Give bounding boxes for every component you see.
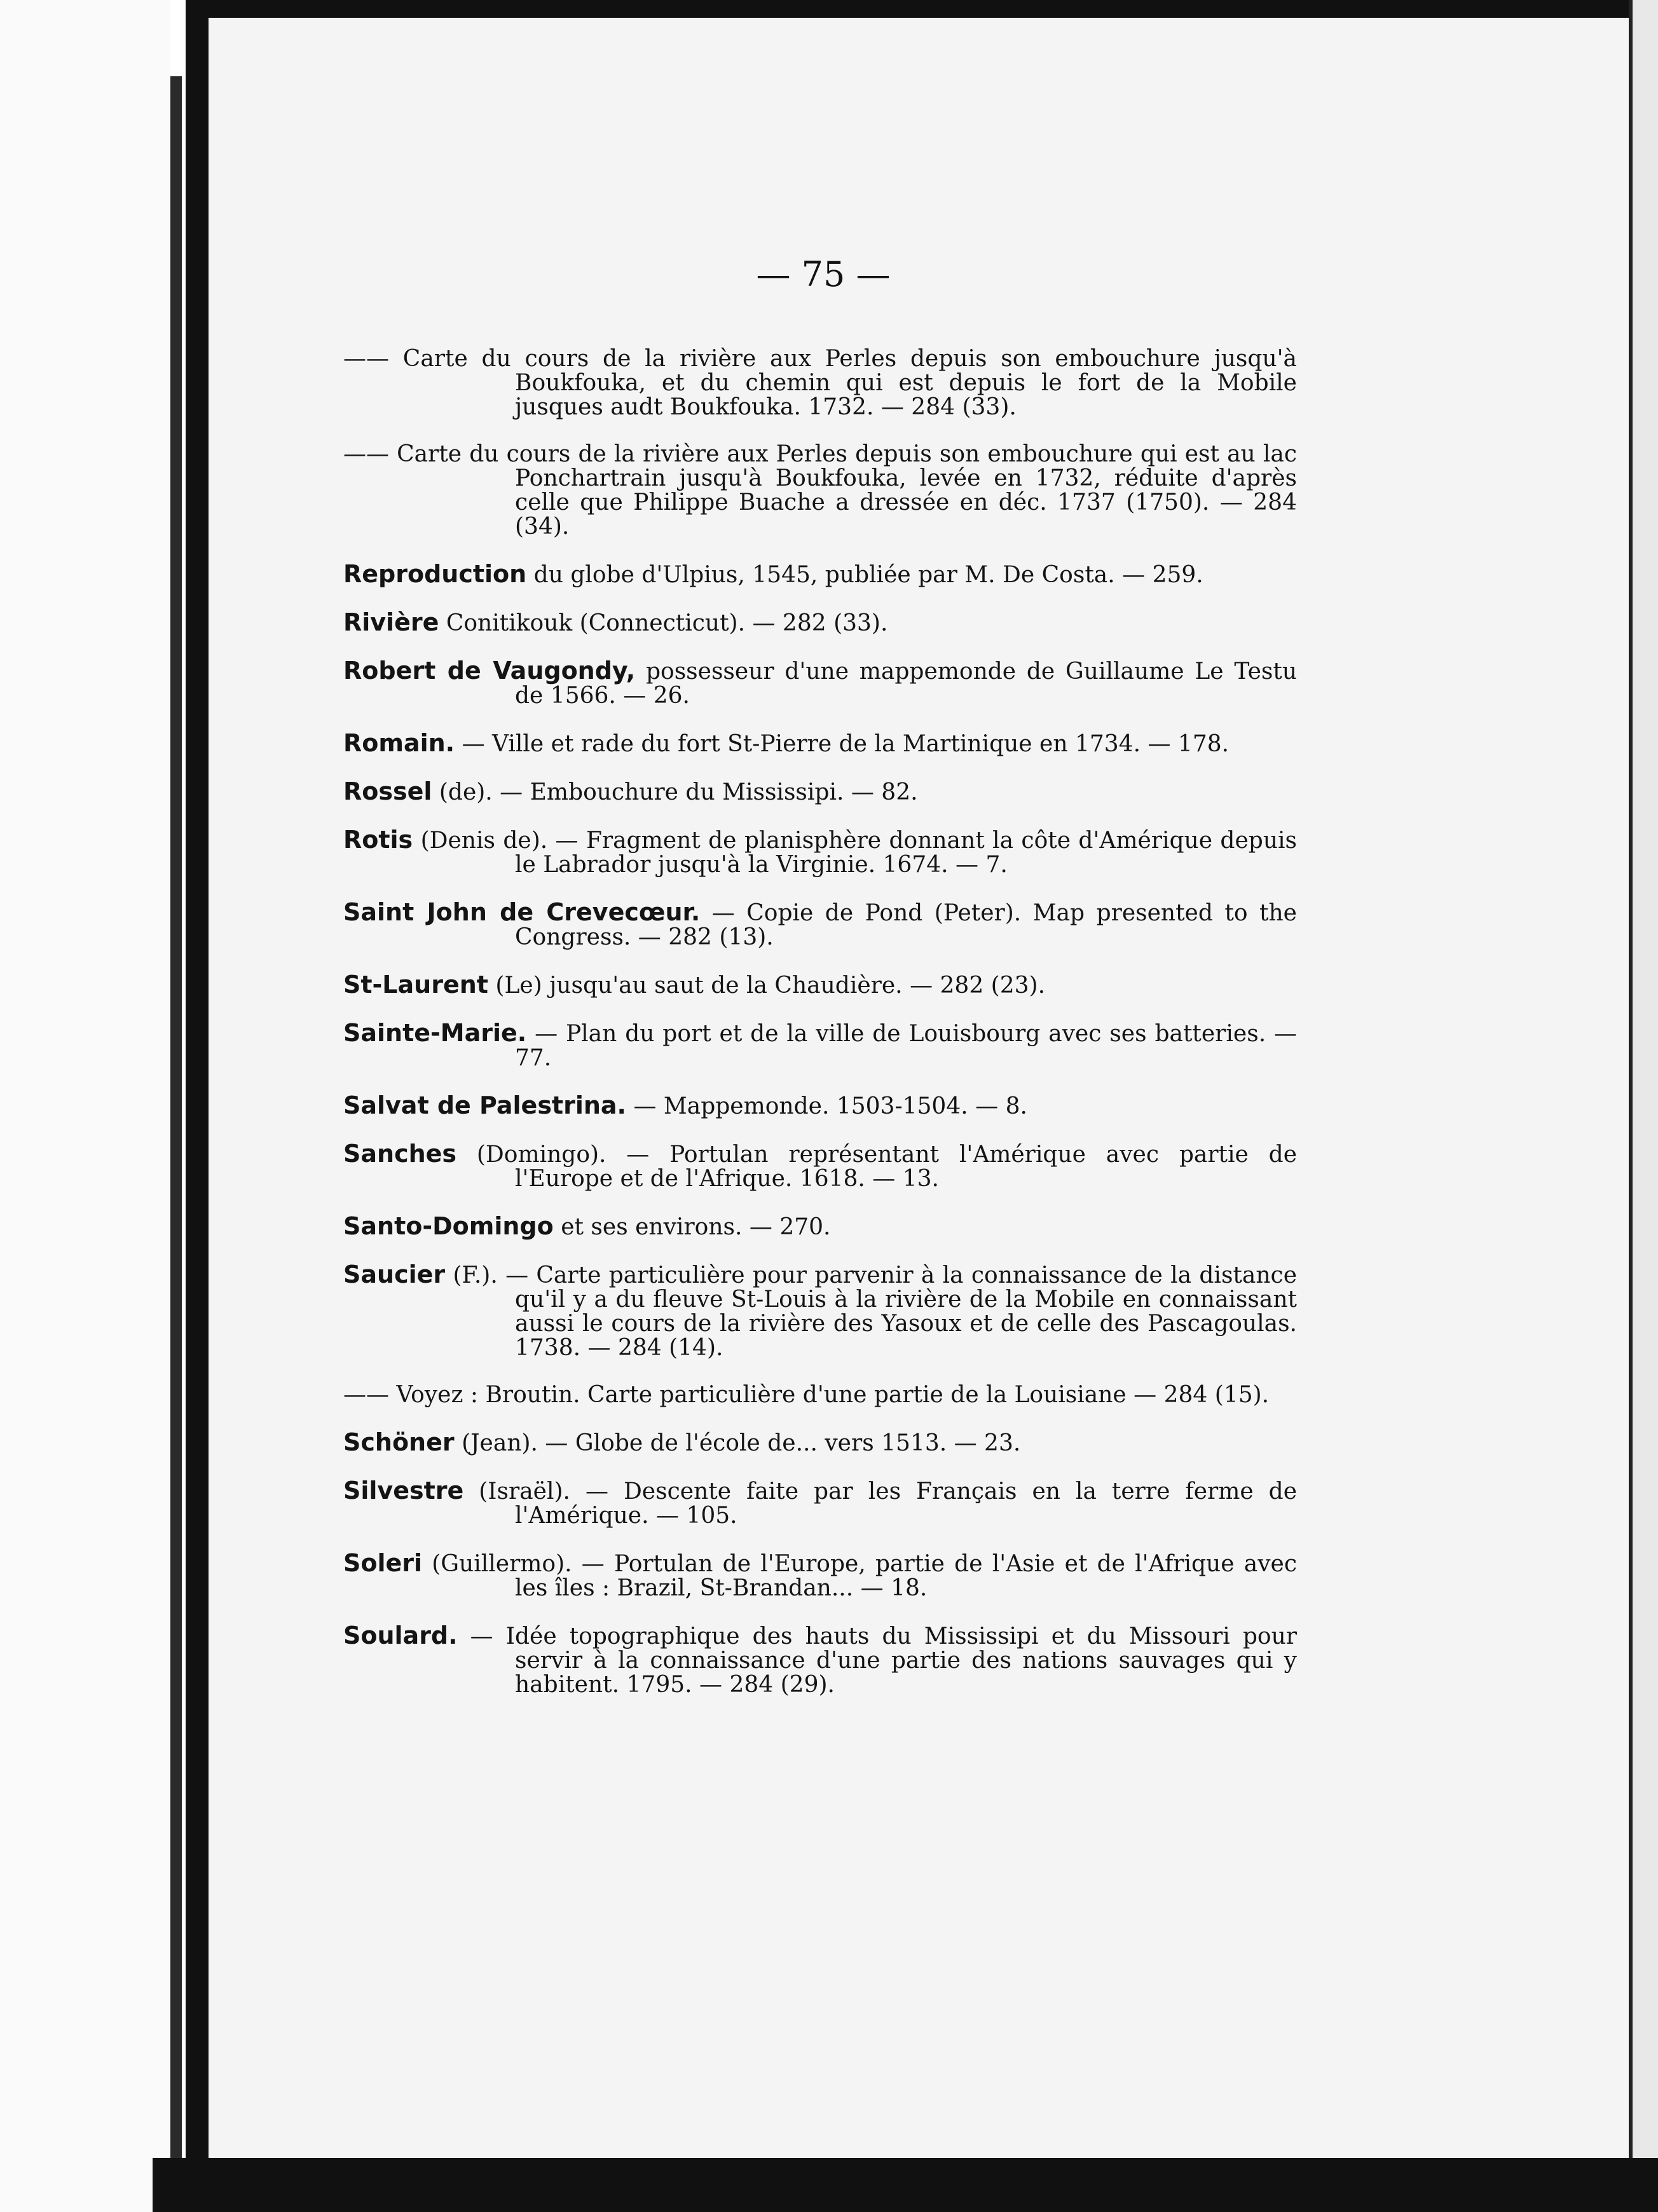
entry-text: — Copie de Pond (Peter). Map presented to the Congress. — 282 (13). [515,900,1297,950]
index-entry [343,1214,1297,1239]
entry-text: et ses environs. — 270. [553,1214,831,1240]
entry-text: — Mappemonde. 1503-1504. — 8. [626,1093,1027,1119]
index-entry [343,900,1297,950]
entry-text: — Plan du port et de la ville de Louisbourg avec ses batteries. — 77. [515,1021,1297,1071]
page-right-edge [1629,0,1658,2212]
entry-text: (F.). — Carte particulière pour parvenir à la connaissance de la distance qu'il y a du fleuve St-Louis à la rivière de la Mobile en connaissant aussi le cours de la rivière des Yasoux et de celle des Pascagoulas. 1738. — 284 (14). [445,1262,1297,1361]
entry-heading: Saucier [343,1260,446,1288]
index-entry [343,1430,1297,1456]
entry-heading: Rossel [343,777,432,805]
index-entry [343,779,1297,805]
entry-text: du globe d'Ulpius, 1545, publiée par M. De Costa. — 259. [526,562,1203,588]
entry-heading: Romain. [343,729,455,757]
entry-heading: Saint John de Crevecœur. [343,898,701,926]
entry-text: (Jean). — Globe de l'école de... vers 1513. — 23. [454,1430,1021,1456]
entry-text: possesseur d'une mappemonde de Guillaume Le Testu de 1566. — 26. [515,659,1298,709]
entry-heading: St-Laurent [343,971,488,999]
binding-shadow [170,76,182,2174]
entry-heading: Soleri [343,1549,423,1577]
entry-heading: Schöner [343,1428,455,1456]
page-number: — 75 — [756,254,891,294]
entry-heading: Rotis [343,826,413,854]
entry-text: du cours de la rivière aux Perles depuis son embouchure jusqu'à Boukfouka, et du chemin qui est depuis le fort de la Mobile jusques audt Boukfouka. 1732. — 284 (33). [467,346,1297,420]
facing-page-margin [0,0,170,2212]
entry-heading: Reproduction [343,560,527,588]
entry-heading: Salvat de Palestrina. [343,1091,626,1119]
entry-heading: Soulard. [343,1621,458,1649]
entry-dash-lead: —— Carte [343,441,462,467]
index-entry [343,659,1297,708]
entry-heading: Sainte-Marie. [343,1019,527,1047]
index-entry [343,1551,1297,1601]
entry-text: (de). — Embouchure du Mississipi. — 82. [432,779,918,805]
index-entry [343,1262,1297,1360]
entry-text: (Domingo). — Portulan représentant l'Amérique avec partie de l'Europe et de l'Afrique. 1618. — 13. [456,1142,1297,1192]
page-left-edge [186,0,209,2212]
index-entry [343,347,1297,420]
index-entry [343,1383,1297,1407]
index-entry [343,442,1297,539]
entry-text: — Ville et rade du fort St-Pierre de la Martinique en 1734. — 178. [455,731,1230,757]
entry-text: (Denis de). — Fragment de planisphère donnant la côte d'Amérique depuis le Labrador jusqu'à la Virginie. 1674. — 7. [413,828,1297,878]
index-entry [343,1093,1297,1119]
index-entry [343,973,1297,998]
entry-text: (Guillermo). — Portulan de l'Europe, partie de l'Asie et de l'Afrique avec les îles : Brazil, St-Brandan... — 18. [422,1551,1297,1601]
entry-heading: Robert de Vaugondy, [343,657,636,685]
entry-text: Conitikouk (Connecticut). — 282 (33). [439,610,888,636]
page-top-edge [191,0,1634,18]
entry-text: (Israël). — Descente faite par les Français en la terre ferme de l'Amérique. — 105. [463,1478,1297,1529]
index-entry [343,1478,1297,1528]
entry-heading: Rivière [343,608,439,636]
index-entry [343,562,1297,587]
page-bottom-edge [153,2158,1658,2212]
index-entry [343,731,1297,756]
index-entry [343,610,1297,636]
entry-text: Broutin. Carte particulière d'une partie de la Louisiane — 284 (15). [478,1382,1270,1408]
index-entry [343,1142,1297,1191]
index-entries [343,324,1297,1714]
index-entry [343,1623,1297,1697]
entry-dash-lead: —— Voyez : [343,1382,478,1408]
entry-dash-lead: —— Carte [343,346,468,372]
entry-text: (Le) jusqu'au saut de la Chaudière. — 282 (23). [488,973,1046,999]
entry-heading: Santo-Domingo [343,1212,554,1240]
index-entry [343,828,1297,877]
index-entry [343,1021,1297,1070]
entry-text: du cours de la rivière aux Perles depuis son embouchure qui est au lac Ponchartrain jusqu'à Boukfouka, levée en 1732, réduite d'après celle que Philippe Buache a dressée en déc. 1737 (1750). — 284 (34). [462,441,1298,540]
entry-text: — Idée topographique des hauts du Mississipi et du Missouri pour servir à la connaissance d'une partie des nations sauvages qui y habitent. 1795. — 284 (29). [457,1623,1297,1698]
entry-heading: Silvestre [343,1477,464,1505]
entry-heading: Sanches [343,1140,457,1168]
